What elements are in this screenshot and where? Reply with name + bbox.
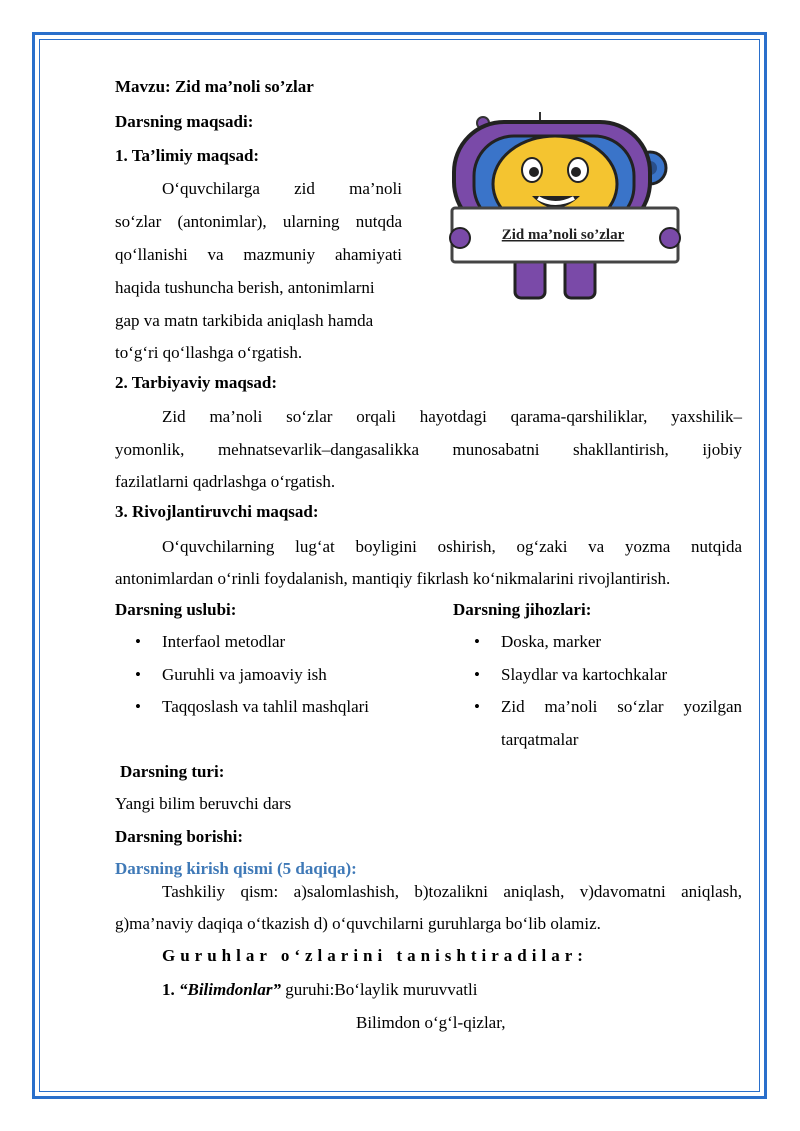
equipment-item: • Zid ma’noli so‘zlar yozilgan <box>501 697 742 717</box>
equipment-item: • Slaydlar va kartochkalar <box>501 665 667 685</box>
intro-line: g)ma’naviy daqiqa o‘tkazish d) o‘quvchilarni guruhlarga bo‘lib olamiz. <box>115 914 601 933</box>
educational-goal-line: gap va matn tarkibida aniqlash hamda <box>115 311 374 330</box>
group-one-line-2: Bilimdon o‘g‘l-qizlar, <box>356 1013 506 1032</box>
topic-title: Mavzu: Zid ma’noli so’zlar <box>115 77 314 96</box>
goals-heading: Darsning maqsadi: <box>115 112 254 131</box>
groups-intro-heading: Guruhlar o‘zlarini tanishtiradilar: <box>162 946 588 965</box>
lesson-type-heading: Darsning turi: <box>120 762 225 781</box>
developmental-goal-heading: 3. Rivojlantiruvchi maqsad: <box>115 502 319 521</box>
group-one-name: “Bilimdonlar” <box>179 980 282 999</box>
equipment-item: • Doska, marker <box>501 632 601 652</box>
educational-goal-heading: 1. Ta’limiy maqsad: <box>115 146 260 165</box>
equipment-item-continuation: tarqatmalar <box>501 730 579 749</box>
educational-goal-line: qo‘llanishi va mazmuniy ahamiyati <box>115 245 402 264</box>
upbringing-goal-line: yomonlik, mehnatsevarlik–dangasalikka munosabatni shakllantirish, ijobiy <box>115 440 742 459</box>
educational-goal-line: so‘zlar (antonimlar), ularning nutqda <box>115 212 402 231</box>
method-item: • Taqqoslash va tahlil mashqlari <box>162 697 369 717</box>
upbringing-goal-line: Zid ma’noli so‘zlar orqali hayotdagi qarama-qarshiliklar, yaxshilik– <box>162 407 742 426</box>
group-one-text: guruhi:Bo‘laylik muruvvatli <box>281 980 478 999</box>
robot-sign-text: Zid ma’noli so’zlar <box>501 227 625 243</box>
method-heading: Darsning uslubi: <box>115 600 237 619</box>
developmental-goal-line: O‘quvchilarning lug‘at boyligini oshirish, og‘zaki va yozma nutqida <box>162 537 742 556</box>
intro-line: Tashkiliy qism: a)salomlashish, b)tozalikni aniqlash, v)davomatni aniqlash, <box>162 882 742 901</box>
group-one-number: 1. <box>162 980 179 999</box>
equipment-heading: Darsning jihozlari: <box>453 600 592 619</box>
method-item: • Guruhli va jamoaviy ish <box>162 665 327 685</box>
upbringing-goal-heading: 2. Tarbiyaviy maqsad: <box>115 373 278 392</box>
lesson-course-heading: Darsning borishi: <box>115 827 243 846</box>
educational-goal-line: haqida tushuncha berish, antonimlarni <box>115 278 375 297</box>
upbringing-goal-line: fazilatlarni qadrlashga o‘rgatish. <box>115 472 336 491</box>
method-item: • Interfaol metodlar <box>162 632 285 652</box>
educational-goal-line: to‘g‘ri qo‘llashga o‘rgatish. <box>115 343 303 362</box>
educational-goal-line: O‘quvchilarga zid ma’noli <box>162 179 402 198</box>
lesson-type-value: Yangi bilim beruvchi dars <box>115 794 292 813</box>
robot-illustration <box>440 108 690 308</box>
group-one-line <box>162 980 477 1000</box>
intro-section-heading: Darsning kirish qismi (5 daqiqa): <box>115 859 357 878</box>
developmental-goal-line: antonimlardan o‘rinli foydalanish, mantiqiy fikrlash ko‘nikmalarini rivojlantirish. <box>115 569 671 588</box>
